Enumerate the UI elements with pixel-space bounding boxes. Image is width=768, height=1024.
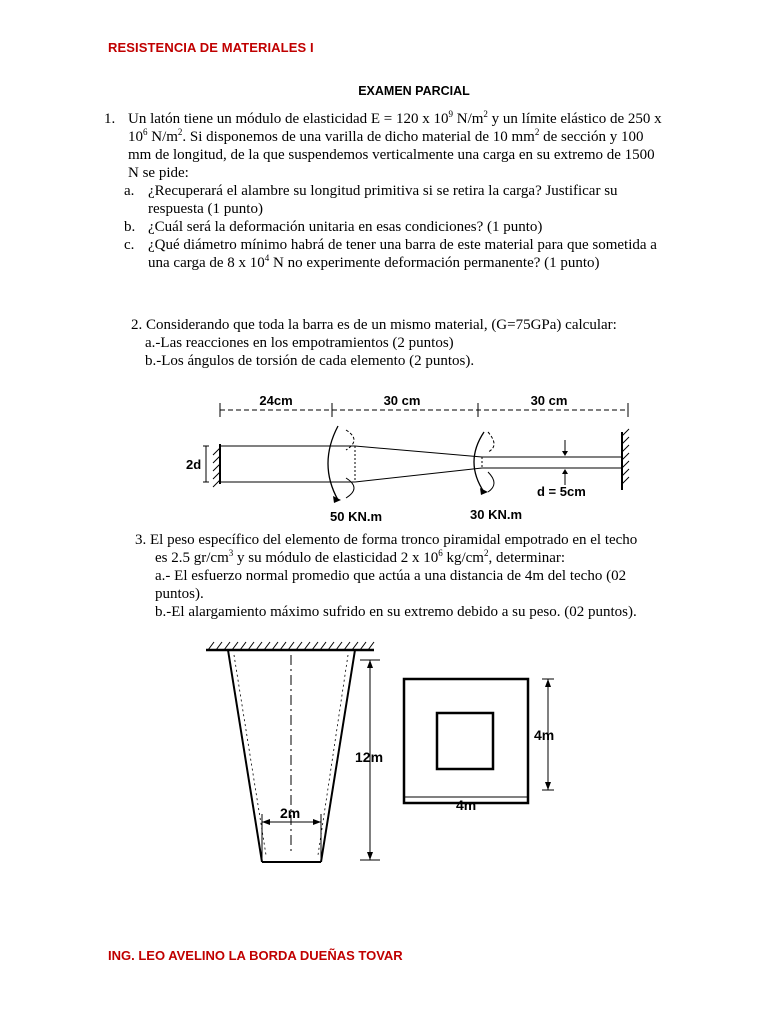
label-torque-30: 30 KN.m <box>470 507 523 522</box>
label-torque-50: 50 KN.m <box>330 509 383 524</box>
question-1-statement: Un latón tiene un módulo de elasticidad E = 120 x $10^9$ $N/m^2$ y un límite elástico de 250 x $10^6$ $N/m^2$. Si disponemos de una varilla de dicho material de 10 $mm^2$ de sección y 100 mm de longitud, de la que suspendemos verticalmente una carga en su extremo de 1500 N se pide: <box>128 109 662 181</box>
dim-24cm: 24cm <box>259 393 293 408</box>
question-2-part-b: b.-Los ángulos de torsión de cada elemento (2 puntos). <box>145 353 475 369</box>
dim-30cm-right: 30 cm <box>530 393 568 408</box>
question-2-part-a: a.-Las reacciones en los empotramientos (2 puntos) <box>145 335 454 351</box>
question-2-parts <box>145 334 665 370</box>
label-12m: 12m <box>355 749 384 765</box>
label-4m-side: 4m <box>534 727 555 743</box>
page-header: RESISTENCIA DE MATERIALES I <box>108 40 314 55</box>
question-1-part-a: a. ¿Recuperará el alambre su longitud primitiva si se retira la carga? Justificar su respuesta (1 punto) <box>124 183 618 217</box>
question-2: 2. Considerando que toda la barra es de un mismo material, (G=75GPa) calcular: <box>131 317 617 333</box>
question-1-part-b: b. ¿Cuál será la deformación unitaria en esas condiciones? (1 punto) <box>124 219 543 235</box>
exam-title: EXAMEN PARCIAL <box>358 84 470 98</box>
label-diameter: d = 5cm <box>537 484 586 499</box>
question-3: 3. El peso específico del elemento de forma tronco piramidal empotrado en el techo <box>135 532 638 548</box>
label-4m-base: 4m <box>456 797 477 813</box>
question-3-part-b: b.-El alargamiento máximo sufrido en su extremo debido a su peso. (02 puntos). <box>155 604 637 620</box>
question-1 <box>104 109 664 272</box>
question-1-number: 1. <box>104 111 116 127</box>
label-2m: 2m <box>280 805 301 821</box>
question-3-part-a: a.- El esfuerzo normal promedio que actúa a una distancia de 4m del techo (02 puntos). <box>155 568 627 602</box>
shaft-figure <box>180 386 640 526</box>
dim-30cm-middle: 30 cm <box>383 393 421 408</box>
question-3-data: es 2.5 $gr/cm^3$ y su módulo de elasticidad 2 x $10^6$ $kg/cm^2$, determinar: <box>155 548 566 566</box>
question-1-part-c: c. ¿Qué diámetro mínimo habrá de tener una barra de este material para que sometida a una carga de 8 x $10^4$ N no experimente deformación permanente? (1 punto) <box>124 237 657 271</box>
question-3-parts <box>155 549 667 621</box>
pyramid-figure <box>196 630 576 870</box>
page-footer: ING. LEO AVELINO LA BORDA DUEÑAS TOVAR <box>108 948 403 963</box>
label-2d: 2d <box>186 457 202 472</box>
